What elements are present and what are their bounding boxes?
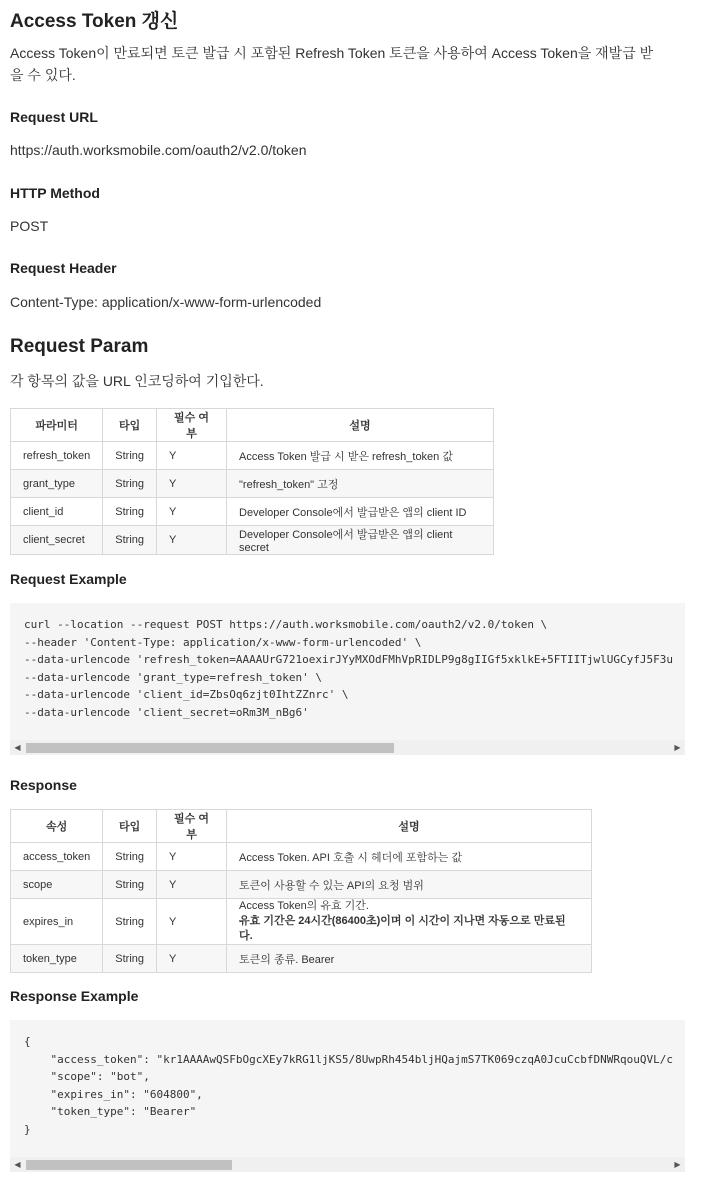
intro-text: Access Token이 만료되면 토큰 발급 시 포함된 Refresh Token 토큰을 사용하여 Access Token을 재발급 받 을 수 있다. <box>10 45 654 83</box>
cell: Y <box>157 945 227 973</box>
response-example-heading: Response Example <box>10 988 139 1004</box>
column-header: 타입 <box>103 810 157 843</box>
cell: String <box>103 526 157 555</box>
cell: scope <box>11 871 103 899</box>
request-header-heading: Request Header <box>10 260 117 276</box>
table-row <box>11 945 592 973</box>
cell: String <box>103 442 157 470</box>
cell: client_id <box>11 498 103 526</box>
response-heading: Response <box>10 777 77 793</box>
cell: Y <box>157 899 227 945</box>
cell: access_token <box>11 843 103 871</box>
cell: String <box>103 899 157 945</box>
arrow-right-icon[interactable]: ▶ <box>674 743 681 752</box>
cell: Y <box>157 498 227 526</box>
column-header: 설명 <box>227 409 494 442</box>
request-example-heading: Request Example <box>10 571 127 587</box>
request-param-heading: Request Param <box>10 336 149 357</box>
cell: grant_type <box>11 470 103 498</box>
http-method-heading: HTTP Method <box>10 185 100 201</box>
arrow-left-icon[interactable]: ◀ <box>14 1160 21 1169</box>
cell: Access Token의 유효 기간. 유효 기간은 24시간(86400초)이며 이 시간이 지나면 자동으로 만료된다. <box>227 899 592 945</box>
scrollbar-thumb[interactable] <box>26 1160 232 1170</box>
request-param-table <box>10 408 494 555</box>
cell: Y <box>157 843 227 871</box>
cell: Y <box>157 442 227 470</box>
response-example-code[interactable] <box>10 1020 685 1172</box>
table-row <box>11 899 592 945</box>
cell: expires_in <box>11 899 103 945</box>
horizontal-scrollbar[interactable] <box>10 1157 685 1172</box>
cell: String <box>103 470 157 498</box>
http-method-value: POST <box>10 218 49 234</box>
cell: Developer Console에서 발급받은 앱의 client ID <box>227 498 494 526</box>
table-header-row <box>11 810 592 843</box>
request-header-value: Content-Type: application/x-www-form-urlencoded <box>10 294 322 310</box>
column-header: 필수 여부 <box>157 810 227 843</box>
table-row <box>11 470 494 498</box>
cell: refresh_token <box>11 442 103 470</box>
cell: "refresh_token" 고정 <box>227 470 494 498</box>
column-header: 파라미터 <box>11 409 103 442</box>
cell: client_secret <box>11 526 103 555</box>
cell: Access Token 발급 시 받은 refresh_token 값 <box>227 442 494 470</box>
request-url-heading: Request URL <box>10 109 98 125</box>
cell: Developer Console에서 발급받은 앱의 client secret <box>227 526 494 555</box>
cell: String <box>103 945 157 973</box>
scrollbar-thumb[interactable] <box>26 743 394 753</box>
cell: Y <box>157 470 227 498</box>
table-row <box>11 843 592 871</box>
request-example-code[interactable] <box>10 603 685 755</box>
column-header: 설명 <box>227 810 592 843</box>
cell: Y <box>157 871 227 899</box>
arrow-right-icon[interactable]: ▶ <box>674 1160 681 1169</box>
horizontal-scrollbar[interactable] <box>10 740 685 755</box>
cell: String <box>103 871 157 899</box>
code-block: curl --location --request POST https://auth.worksmobile.com/oauth2/v2.0/token \ --header 'Content-Type: application/x-www-form-urlencoded' \ --data-urlencode 'refresh_token=AAAAUrG721oexirJYyMXOdFMhVpRIDLP9g8gIIGf5xklkE+5FTIITjwlUGCyfJ5F3u --data-urlencode 'grant_type=refresh_token' \ --data-urlencode 'client_id=ZbsOq6zjt0IhtZZnrc' \ --data-urlencode 'client_secret=oRm3M_nBg6' <box>24 618 674 719</box>
column-header: 타입 <box>103 409 157 442</box>
arrow-left-icon[interactable]: ◀ <box>14 743 21 752</box>
table-row <box>11 526 494 555</box>
request-url-value: https://auth.worksmobile.com/oauth2/v2.0/token <box>10 142 307 158</box>
page-title: Access Token 갱신 <box>10 11 179 32</box>
column-header: 필수 여부 <box>157 409 227 442</box>
request-param-desc: 각 항목의 값을 URL 인코딩하여 기입한다. <box>10 373 264 389</box>
response-table <box>10 809 592 973</box>
cell: String <box>103 498 157 526</box>
cell: 토큰이 사용할 수 있는 API의 요청 범위 <box>227 871 592 899</box>
table-row <box>11 442 494 470</box>
cell: token_type <box>11 945 103 973</box>
table-header-row <box>11 409 494 442</box>
cell: Access Token. API 호출 시 헤더에 포함하는 값 <box>227 843 592 871</box>
cell: Y <box>157 526 227 555</box>
code-block: { "access_token": "kr1AAAAwQSFbOgcXEy7kRG1ljKS5/8UwpRh454bljHQajmS7TK069czqA0JcuCcbfDNWRqouQVL/c "scope": "bot", "expires_in": "604800", "token_type": "Bearer" } <box>24 1035 674 1136</box>
table-row <box>11 498 494 526</box>
column-header: 속성 <box>11 810 103 843</box>
cell: 토큰의 종류. Bearer <box>227 945 592 973</box>
cell: String <box>103 843 157 871</box>
table-row <box>11 871 592 899</box>
